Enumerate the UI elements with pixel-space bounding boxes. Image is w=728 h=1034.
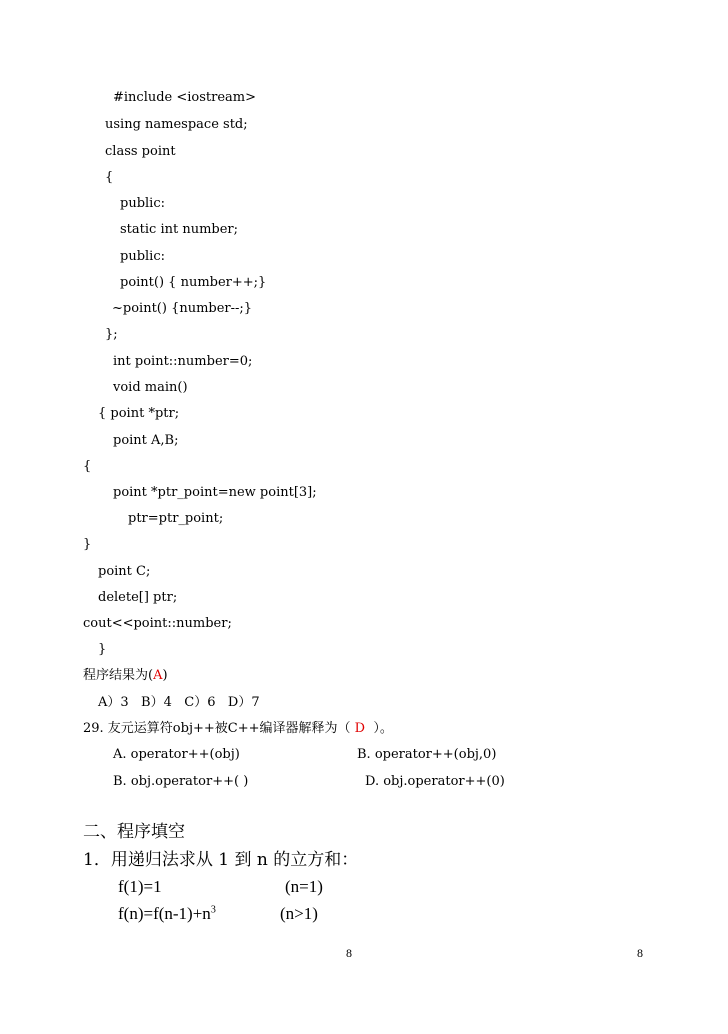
code-line: int point::number=0; xyxy=(113,354,253,369)
code-line: cout<<point::number; xyxy=(83,616,232,631)
formula-2-expression: f(n)=f(n-1)+n xyxy=(118,904,211,923)
code-line: public: xyxy=(120,196,165,211)
formula-1-left: f(1)=1 xyxy=(118,877,162,896)
code-line: public: xyxy=(120,249,165,264)
q29-close: ）。 xyxy=(365,721,393,736)
code-line: void main() xyxy=(113,380,188,395)
section-question-1: 1．用递归法求从 1 到 n 的立方和： xyxy=(83,850,359,870)
code-line: }; xyxy=(105,327,118,342)
q29-prompt-line xyxy=(83,721,393,737)
q29-option-d: D. obj.operator++(0) xyxy=(365,774,505,789)
page-number-right: 8 xyxy=(637,946,643,960)
code-line: { xyxy=(83,459,92,474)
formula-2-right: (n>1) xyxy=(280,904,318,923)
formula-2-left xyxy=(118,904,216,924)
q29-option-a: A. operator++(obj) xyxy=(113,747,240,762)
code-line: ~point() {number--;} xyxy=(112,301,253,316)
code-line: static int number; xyxy=(120,222,239,237)
code-line: { xyxy=(105,170,114,185)
q28-close: ) xyxy=(162,668,168,683)
q28-answer: A xyxy=(153,668,163,683)
formula-1-right: (n=1) xyxy=(285,877,323,896)
code-line: point A,B; xyxy=(113,433,179,448)
q29-option-b: B. operator++(obj,0) xyxy=(357,747,497,762)
code-line: point() { number++;} xyxy=(120,275,267,290)
code-line: } xyxy=(98,642,107,657)
q28-prompt-line xyxy=(83,668,168,684)
page-number-center: 8 xyxy=(346,946,352,960)
q29-prompt: 29. 友元运算符obj++被C++编译器解释为（ xyxy=(83,721,355,736)
formula-2-exponent: 3 xyxy=(210,904,216,916)
section-title: 二、程序填空 xyxy=(83,822,185,842)
code-line: delete[] ptr; xyxy=(98,590,178,605)
code-line: using namespace std; xyxy=(105,117,248,132)
code-line: } xyxy=(83,537,92,552)
q29-option-c: B. obj.operator++( ) xyxy=(113,774,249,789)
q28-prompt: 程序结果为( xyxy=(83,668,154,683)
q28-options: A）3 B）4 C）6 D）7 xyxy=(98,695,260,710)
code-line: #include <iostream> xyxy=(113,90,257,105)
code-line: class point xyxy=(105,144,176,159)
code-line: { point *ptr; xyxy=(98,406,180,421)
q29-answer: D xyxy=(354,721,366,736)
code-line: point C; xyxy=(98,564,151,579)
code-line: point *ptr_point=new point[3]; xyxy=(113,485,317,500)
code-line: ptr=ptr_point; xyxy=(128,511,224,526)
